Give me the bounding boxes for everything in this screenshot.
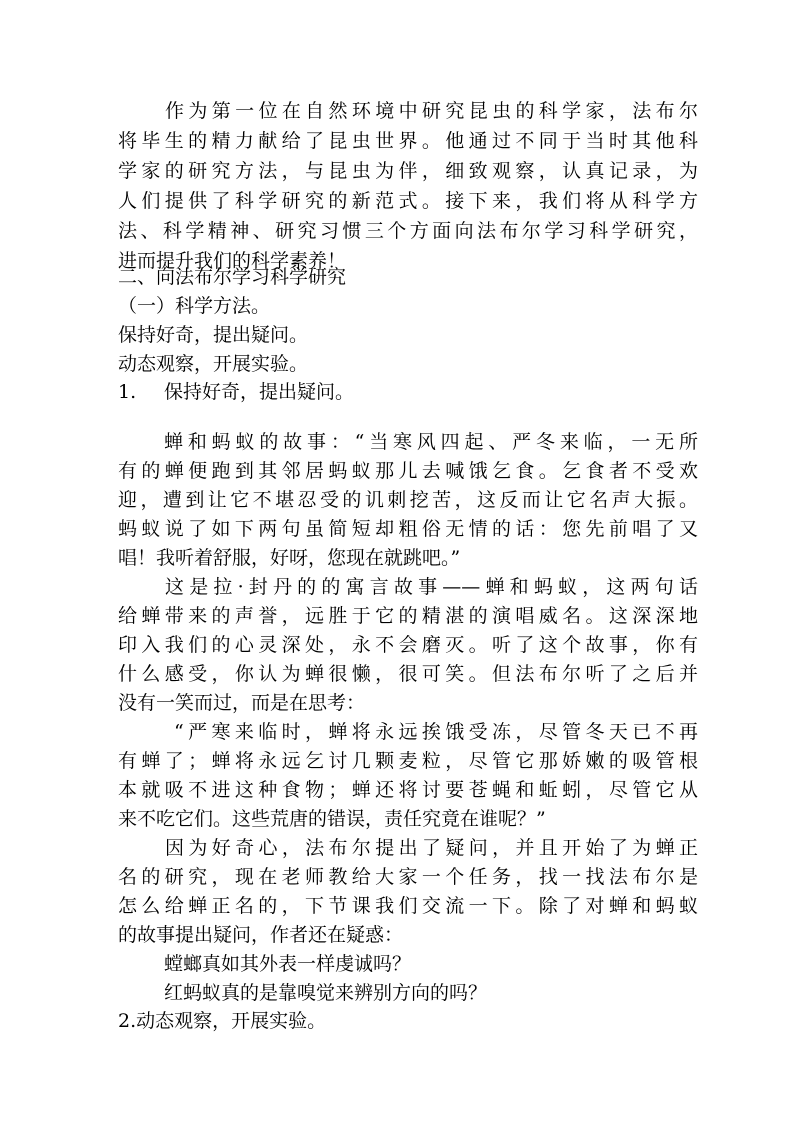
method-item-1: 保持好奇，提出疑问。 (118, 324, 309, 346)
fable-line-2: 给蝉带来的声誉，远胜于它的精湛的演唱威名。这深深地 (118, 605, 698, 627)
point-1-number: 1. (118, 381, 137, 403)
curiosity-line-4: 的故事提出疑问，作者还在疑惑： (118, 924, 404, 946)
story-line-4: 蚂蚁说了如下两句虽简短却粗俗无情的话：您先前唱了又 (118, 518, 698, 540)
fable-line-4: 什么感受，你认为蝉很懒，很可笑。但法布尔听了之后并 (118, 663, 698, 685)
intro-line-1: 作为第一位在自然环境中研究昆虫的科学家，法布尔 (165, 100, 698, 122)
section-subheading: （一）科学方法。 (118, 295, 271, 317)
quote-line-2: 有蝉了；蝉将永远乞讨几颗麦粒，尽管它那娇嫩的吸管根 (118, 750, 698, 772)
intro-line-5: 法、科学精神、研究习惯三个方面向法布尔学习科学研究， (118, 220, 698, 242)
method-item-2: 动态观察，开展实验。 (118, 353, 309, 375)
story-line-3: 迎，遭到让它不堪忍受的讥刺挖苦，这反而让它名声大振。 (118, 489, 698, 511)
question-2: 红蚂蚁真的是靠嗅觉来辨别方向的吗？ (164, 982, 488, 1004)
fable-line-1: 这是拉·封丹的的寓言故事——蝉和蚂蚁，这两句话 (165, 576, 698, 598)
story-line-5: 唱！我听着舒服，好呀，您现在就跳吧。” (118, 547, 461, 569)
curiosity-line-2: 名的研究，现在老师教给大家一个任务，找一找法布尔是 (118, 866, 698, 888)
intro-line-2: 将毕生的精力献给了昆虫世界。他通过不同于当时其他科 (118, 130, 698, 152)
fable-line-5: 没有一笑而过，而是在思考： (118, 692, 366, 714)
point-1-text: 保持好奇，提出疑问。 (164, 381, 355, 403)
intro-line-4: 人们提供了科学研究的新范式。接下来，我们将从科学方 (118, 190, 698, 212)
point-2-heading: 2.动态观察，开展实验。 (118, 1010, 327, 1032)
curiosity-line-1: 因为好奇心，法布尔提出了疑问，并且开始了为蝉正 (165, 837, 698, 859)
story-line-1: 蝉和蚂蚁的故事：“当寒风四起、严冬来临，一无所 (164, 431, 698, 453)
quote-line-4: 来不吃它们。这些荒唐的错误，责任究竟在谁呢？” (118, 808, 546, 830)
intro-line-3: 学家的研究方法，与昆虫为伴，细致观察，认真记录，为 (118, 160, 698, 182)
quote-line-1: “严寒来临时，蝉将永远挨饿受冻，尽管冬天已不再 (174, 721, 698, 743)
question-1: 螳螂真如其外表一样虔诚吗？ (164, 953, 412, 975)
fable-line-3: 印入我们的心灵深处，永不会磨灭。听了这个故事，你有 (118, 634, 698, 656)
curiosity-line-3: 怎么给蝉正名的，下节课我们交流一下。除了对蝉和蚂蚁 (118, 895, 698, 917)
intro-line-6: 进而提升我们的科学素养！ (118, 250, 347, 272)
story-line-2: 有的蝉便跑到其邻居蚂蚁那儿去喊饿乞食。乞食者不受欢 (118, 460, 698, 482)
quote-line-3: 本就吸不进这种食物；蝉还将讨要苍蝇和蚯蚓，尽管它从 (118, 779, 698, 801)
section-heading: 二、向法布尔学习科学研究 (118, 266, 347, 288)
